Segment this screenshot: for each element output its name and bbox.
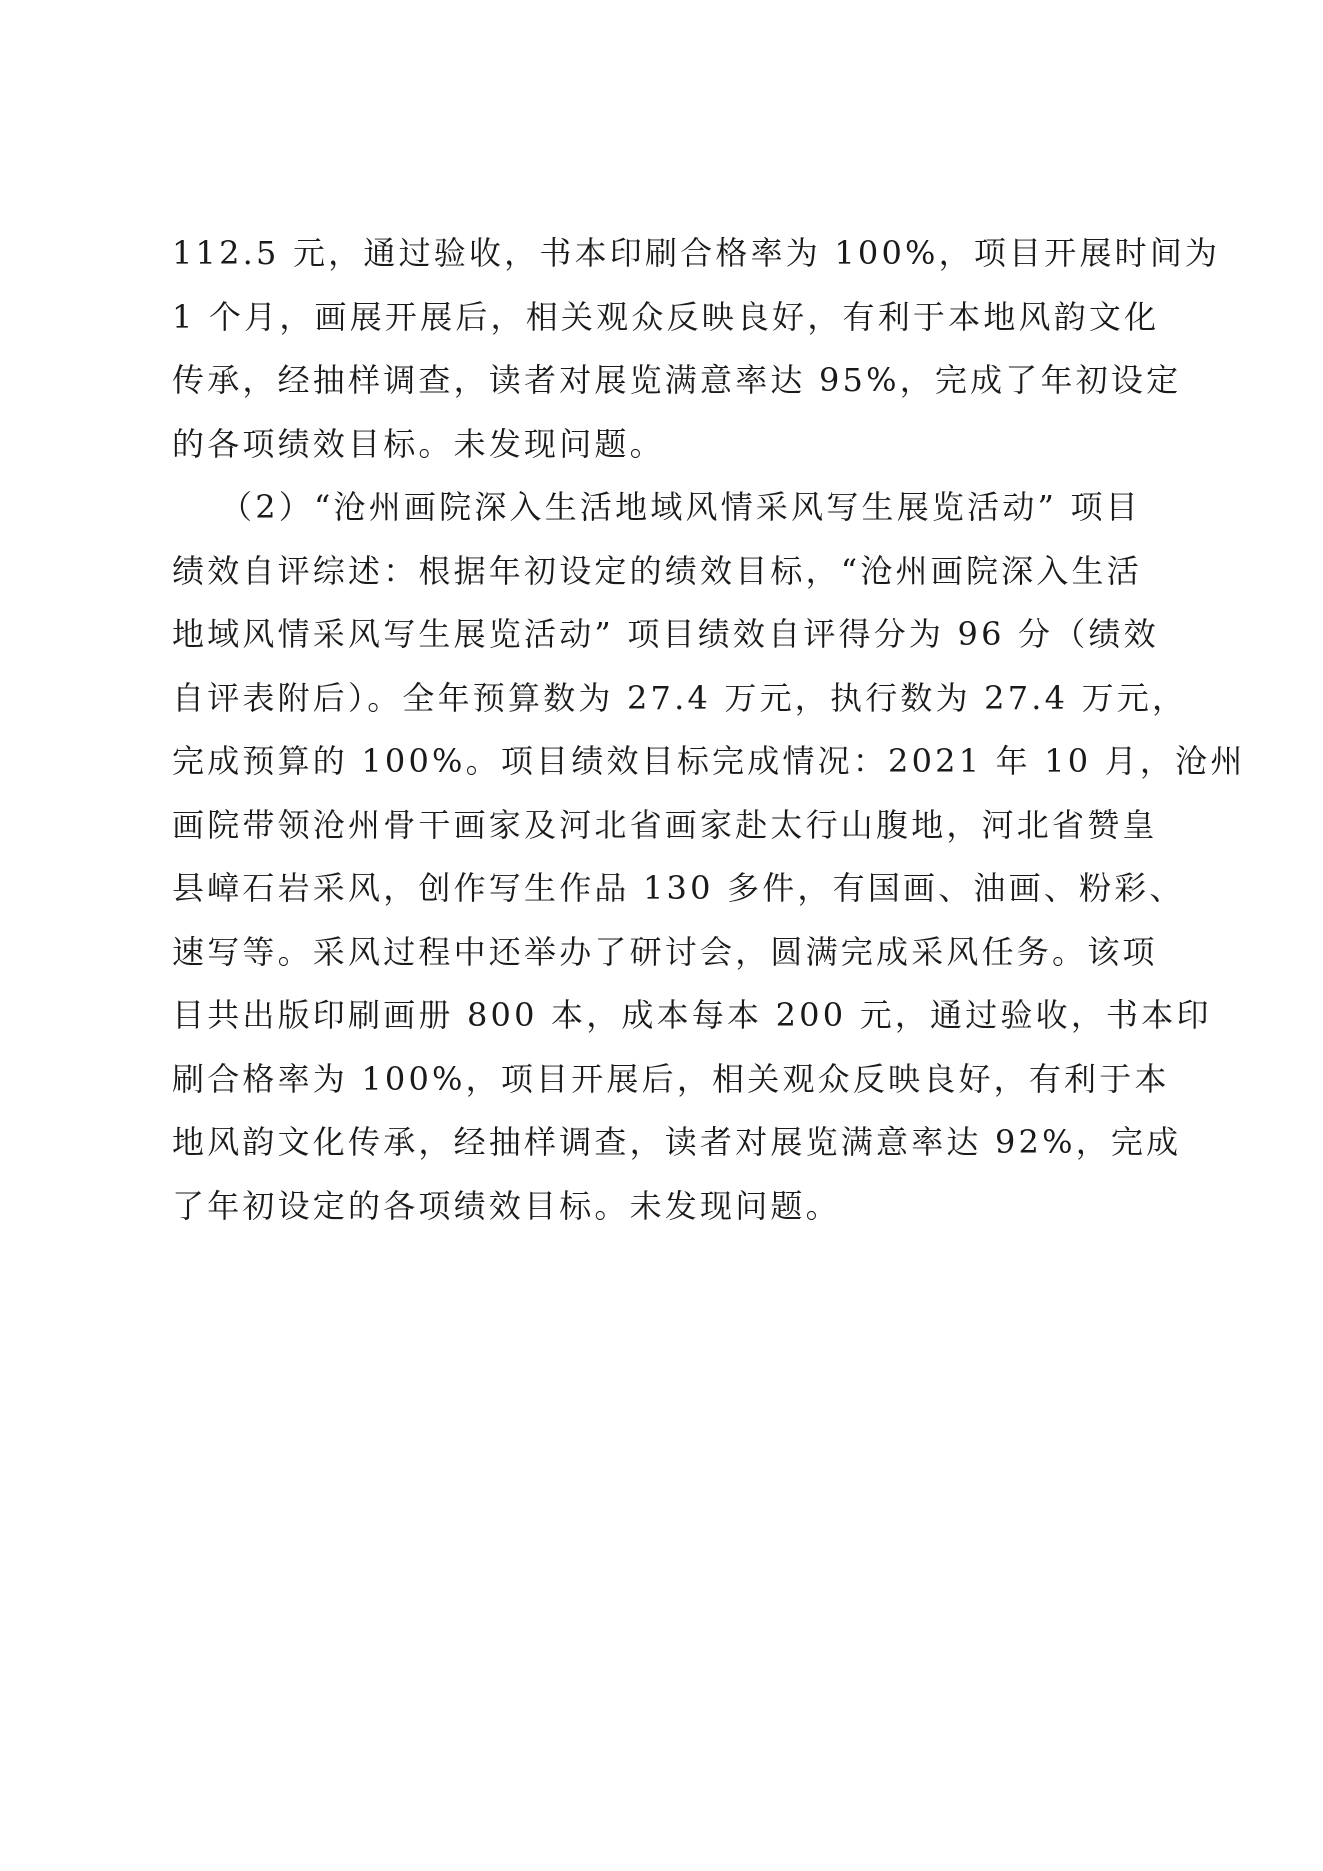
paragraph-project-2 <box>172 476 1246 1238</box>
paragraph-line: 地域风情采风写生展览活动” 项目绩效自评得分为 96 分（绩效 <box>172 615 1159 653</box>
paragraph-line: （2）“沧州画院深入生活地域风情采风写生展览活动” 项目 <box>220 488 1141 526</box>
paragraph-line: 速写等。采风过程中还举办了研讨会，圆满完成采风任务。该项 <box>172 932 1158 971</box>
paragraph-line: 的各项绩效目标。未发现问题。 <box>172 424 665 463</box>
paragraph-line: 目共出版印刷画册 800 本，成本每本 200 元，通过验收，书本印 <box>172 996 1212 1034</box>
paragraph-line: 自评表附后）。全年预算数为 27.4 万元，执行数为 27.4 万元， <box>172 678 1188 717</box>
paragraph-line: 传承，经抽样调查，读者对展览满意率达 95%，完成了年初设定 <box>172 361 1182 399</box>
paragraph-line: 112.5 元，通过验收，书本印刷合格率为 100%，项目开展时间为 <box>172 234 1221 272</box>
paragraph-line: 了年初设定的各项绩效目标。未发现问题。 <box>172 1186 841 1225</box>
paragraph-line: 地风韵文化传承，经抽样调查，读者对展览满意率达 92%，完成 <box>172 1123 1182 1161</box>
paragraph-continuation <box>172 222 1221 476</box>
paragraph-line: 刷合格率为 100%，项目开展后，相关观众反映良好，有利于本 <box>172 1059 1170 1098</box>
paragraph-line: 画院带领沧州骨干画家及河北省画家赴太行山腹地，河北省赞皇 <box>172 805 1158 844</box>
paragraph-line: 县嶂石岩采风，创作写生作品 130 多件，有国画、油画、粉彩、 <box>172 869 1185 907</box>
paragraph-line: 绩效自评综述：根据年初设定的绩效目标，“沧州画院深入生活 <box>172 551 1142 590</box>
paragraph-line: 完成预算的 100%。项目绩效目标完成情况：2021 年 10 月，沧州 <box>172 742 1246 780</box>
paragraph-line: 1 个月，画展开展后，相关观众反映良好，有利于本地风韵文化 <box>172 297 1160 336</box>
